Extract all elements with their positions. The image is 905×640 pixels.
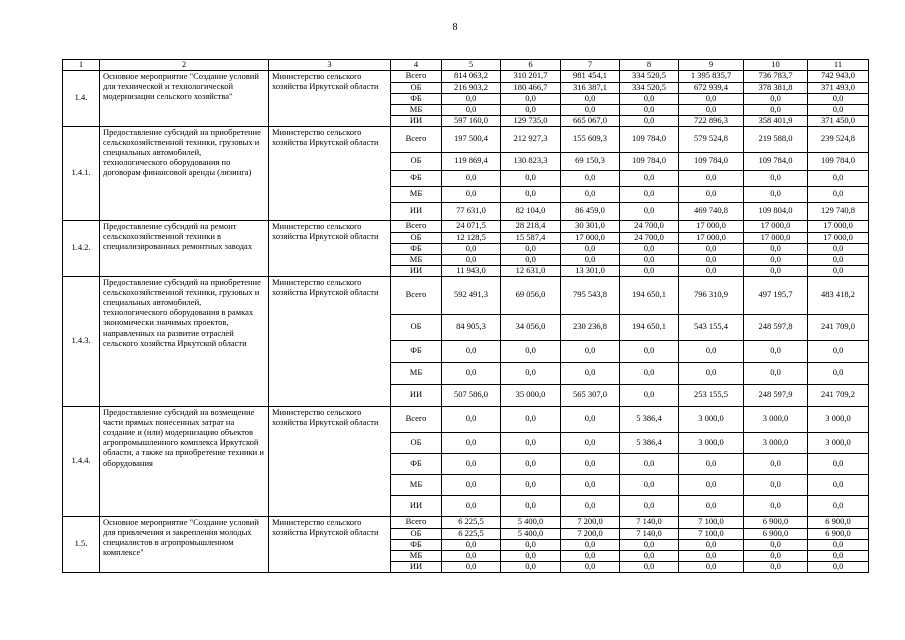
budget-table (62, 59, 869, 573)
amount-cell: 109 804,0 (744, 202, 808, 220)
amount-cell: 0,0 (679, 170, 744, 186)
amount-cell: 0,0 (561, 453, 620, 474)
item-number-cell: 1.4.2. (63, 220, 100, 276)
funding-source-cell: ФБ (391, 539, 442, 550)
amount-cell: 28 218,4 (501, 220, 561, 232)
amount-cell: 0,0 (620, 186, 679, 202)
funding-source-cell: МБ (391, 104, 442, 115)
amount-cell: 0,0 (501, 432, 561, 453)
amount-cell: 0,0 (679, 561, 744, 572)
amount-cell: 0,0 (501, 340, 561, 362)
amount-cell: 0,0 (620, 170, 679, 186)
funding-source-cell: ФБ (391, 93, 442, 104)
amount-cell: 109 784,0 (620, 126, 679, 152)
amount-cell: 155 609,3 (561, 126, 620, 152)
amount-cell: 109 784,0 (744, 152, 808, 170)
column-number-header: 6 (501, 60, 561, 71)
amount-cell: 30 301,0 (561, 220, 620, 232)
amount-cell: 310 201,7 (501, 70, 561, 82)
amount-cell: 795 543,8 (561, 276, 620, 314)
amount-cell: 17 000,0 (679, 232, 744, 243)
amount-cell: 592 491,3 (442, 276, 501, 314)
amount-cell: 0,0 (679, 539, 744, 550)
item-number-cell: 1.5. (63, 516, 100, 572)
amount-cell: 24 700,0 (620, 232, 679, 243)
amount-cell: 7 100,0 (679, 528, 744, 539)
amount-cell: 77 631,0 (442, 202, 501, 220)
amount-cell: 0,0 (620, 202, 679, 220)
amount-cell: 5 386,4 (620, 406, 679, 432)
funding-source-cell: Всего (391, 276, 442, 314)
amount-cell: 0,0 (561, 104, 620, 115)
table-row (63, 516, 869, 528)
amount-cell: 0,0 (808, 362, 869, 384)
amount-cell: 0,0 (442, 93, 501, 104)
amount-cell: 219 588,0 (744, 126, 808, 152)
funding-source-cell: Всего (391, 516, 442, 528)
amount-cell: 0,0 (442, 362, 501, 384)
amount-cell: 3 000,0 (808, 432, 869, 453)
amount-cell: 0,0 (561, 474, 620, 495)
amount-cell: 0,0 (808, 265, 869, 276)
amount-cell: 0,0 (561, 93, 620, 104)
amount-cell: 0,0 (744, 495, 808, 516)
column-number-header: 7 (561, 60, 620, 71)
funding-source-cell: ФБ (391, 243, 442, 254)
amount-cell: 0,0 (744, 550, 808, 561)
funding-source-cell: ИИ (391, 384, 442, 406)
amount-cell: 180 466,7 (501, 82, 561, 93)
amount-cell: 0,0 (561, 539, 620, 550)
amount-cell: 483 418,2 (808, 276, 869, 314)
amount-cell: 0,0 (561, 406, 620, 432)
amount-cell: 241 709,0 (808, 314, 869, 340)
amount-cell: 0,0 (501, 104, 561, 115)
column-number-header: 2 (100, 60, 269, 71)
amount-cell: 197 500,4 (442, 126, 501, 152)
amount-cell: 253 155,5 (679, 384, 744, 406)
amount-cell: 0,0 (620, 243, 679, 254)
amount-cell: 0,0 (501, 186, 561, 202)
amount-cell: 7 200,0 (561, 528, 620, 539)
executor-cell: Министерство сельского хозяйства Иркутской области (269, 406, 391, 516)
amount-cell: 5 386,4 (620, 432, 679, 453)
amount-cell: 0,0 (501, 539, 561, 550)
amount-cell: 0,0 (442, 170, 501, 186)
funding-source-cell: Всего (391, 220, 442, 232)
amount-cell: 0,0 (442, 561, 501, 572)
amount-cell: 17 000,0 (808, 220, 869, 232)
amount-cell: 109 784,0 (620, 152, 679, 170)
amount-cell: 17 000,0 (679, 220, 744, 232)
amount-cell: 0,0 (442, 186, 501, 202)
amount-cell: 0,0 (808, 474, 869, 495)
amount-cell: 0,0 (679, 243, 744, 254)
funding-source-cell: ОБ (391, 152, 442, 170)
amount-cell: 0,0 (744, 265, 808, 276)
amount-cell: 17 000,0 (808, 232, 869, 243)
funding-source-cell: ФБ (391, 170, 442, 186)
amount-cell: 0,0 (561, 340, 620, 362)
amount-cell: 0,0 (620, 93, 679, 104)
amount-cell: 334 520,5 (620, 82, 679, 93)
page-number: 8 (452, 22, 458, 33)
amount-cell: 3 000,0 (679, 406, 744, 432)
amount-cell: 11 943,0 (442, 265, 501, 276)
amount-cell: 17 000,0 (744, 232, 808, 243)
table-row (63, 126, 869, 152)
measure-description-cell: Предоставление субсидий на возмещение части прямых понесенных затрат на создание и (или) модернизацию объектов агропромышленного комплекса Иркутской области, а также на приобретение техники и оборудования (100, 406, 269, 516)
amount-cell: 6 225,5 (442, 528, 501, 539)
amount-cell: 0,0 (501, 550, 561, 561)
table-row (63, 220, 869, 232)
amount-cell: 0,0 (561, 561, 620, 572)
table-row (63, 70, 869, 82)
funding-source-cell: Всего (391, 126, 442, 152)
amount-cell: 0,0 (808, 340, 869, 362)
amount-cell: 0,0 (620, 340, 679, 362)
amount-cell: 0,0 (620, 474, 679, 495)
amount-cell: 672 939,4 (679, 82, 744, 93)
amount-cell: 0,0 (561, 170, 620, 186)
amount-cell: 109 784,0 (808, 152, 869, 170)
amount-cell: 12 128,5 (442, 232, 501, 243)
amount-cell: 3 000,0 (744, 432, 808, 453)
amount-cell: 0,0 (442, 539, 501, 550)
amount-cell: 0,0 (679, 265, 744, 276)
amount-cell: 0,0 (561, 495, 620, 516)
amount-cell: 0,0 (679, 186, 744, 202)
amount-cell: 109 784,0 (679, 152, 744, 170)
amount-cell: 17 000,0 (744, 220, 808, 232)
amount-cell: 0,0 (808, 104, 869, 115)
funding-source-cell: МБ (391, 186, 442, 202)
amount-cell: 358 401,9 (744, 115, 808, 126)
amount-cell: 0,0 (808, 243, 869, 254)
amount-cell: 0,0 (808, 254, 869, 265)
amount-cell: 0,0 (442, 550, 501, 561)
amount-cell: 7 140,0 (620, 516, 679, 528)
amount-cell: 0,0 (561, 254, 620, 265)
amount-cell: 796 310,9 (679, 276, 744, 314)
amount-cell: 579 524,8 (679, 126, 744, 152)
amount-cell: 0,0 (561, 186, 620, 202)
amount-cell: 0,0 (442, 104, 501, 115)
amount-cell: 7 100,0 (679, 516, 744, 528)
amount-cell: 230 236,8 (561, 314, 620, 340)
measure-description-cell: Предоставление субсидий на приобретение сельскохозяйственной техники, грузовых и специальных автомобилей, технологического оборудования по договорам финансовой аренды (лизинга) (100, 126, 269, 220)
amount-cell: 0,0 (679, 495, 744, 516)
amount-cell: 0,0 (808, 495, 869, 516)
funding-source-cell: ФБ (391, 340, 442, 362)
amount-cell: 0,0 (501, 561, 561, 572)
amount-cell: 0,0 (679, 474, 744, 495)
amount-cell: 0,0 (501, 93, 561, 104)
amount-cell: 0,0 (620, 539, 679, 550)
amount-cell: 0,0 (501, 362, 561, 384)
amount-cell: 0,0 (744, 254, 808, 265)
amount-cell: 0,0 (679, 550, 744, 561)
amount-cell: 248 597,9 (744, 384, 808, 406)
amount-cell: 24 700,0 (620, 220, 679, 232)
column-number-header: 3 (269, 60, 391, 71)
amount-cell: 0,0 (744, 474, 808, 495)
column-number-header: 8 (620, 60, 679, 71)
executor-cell: Министерство сельского хозяйства Иркутской области (269, 516, 391, 572)
amount-cell: 216 903,2 (442, 82, 501, 93)
amount-cell: 0,0 (442, 243, 501, 254)
amount-cell: 722 896,3 (679, 115, 744, 126)
amount-cell: 6 900,0 (744, 528, 808, 539)
amount-cell: 0,0 (679, 362, 744, 384)
amount-cell: 0,0 (620, 254, 679, 265)
amount-cell: 13 301,0 (561, 265, 620, 276)
amount-cell: 6 225,5 (442, 516, 501, 528)
amount-cell: 0,0 (442, 432, 501, 453)
amount-cell: 0,0 (744, 561, 808, 572)
amount-cell: 86 459,0 (561, 202, 620, 220)
amount-cell: 3 000,0 (744, 406, 808, 432)
amount-cell: 0,0 (744, 340, 808, 362)
amount-cell: 0,0 (501, 170, 561, 186)
amount-cell: 378 381,8 (744, 82, 808, 93)
amount-cell: 371 493,0 (808, 82, 869, 93)
amount-cell: 469 740,8 (679, 202, 744, 220)
measure-description-cell: Основное мероприятие "Создание условий для технической и технологической модернизации сельского хозяйства" (100, 70, 269, 126)
measure-description-cell: Предоставление субсидий на ремонт сельскохозяйственной техники в специализированных ремонтных заводах (100, 220, 269, 276)
column-number-header: 1 (63, 60, 100, 71)
amount-cell: 3 000,0 (679, 432, 744, 453)
amount-cell: 565 307,0 (561, 384, 620, 406)
amount-cell: 0,0 (442, 254, 501, 265)
amount-cell: 0,0 (442, 474, 501, 495)
amount-cell: 597 160,0 (442, 115, 501, 126)
amount-cell: 0,0 (561, 362, 620, 384)
amount-cell: 0,0 (620, 115, 679, 126)
amount-cell: 0,0 (442, 453, 501, 474)
funding-source-cell: ФБ (391, 453, 442, 474)
amount-cell: 0,0 (744, 243, 808, 254)
amount-cell: 0,0 (442, 340, 501, 362)
amount-cell: 0,0 (501, 495, 561, 516)
amount-cell: 69 056,0 (501, 276, 561, 314)
amount-cell: 334 520,5 (620, 70, 679, 82)
amount-cell: 665 067,0 (561, 115, 620, 126)
amount-cell: 241 709,2 (808, 384, 869, 406)
funding-source-cell: ОБ (391, 432, 442, 453)
executor-cell: Министерство сельского хозяйства Иркутской области (269, 276, 391, 406)
amount-cell: 17 000,0 (561, 232, 620, 243)
amount-cell: 130 823,3 (501, 152, 561, 170)
amount-cell: 742 943,0 (808, 70, 869, 82)
funding-source-cell: ИИ (391, 561, 442, 572)
amount-cell: 0,0 (620, 362, 679, 384)
amount-cell: 0,0 (620, 265, 679, 276)
amount-cell: 34 056,0 (501, 314, 561, 340)
amount-cell: 0,0 (620, 384, 679, 406)
amount-cell: 0,0 (561, 432, 620, 453)
amount-cell: 6 900,0 (808, 516, 869, 528)
amount-cell: 316 387,1 (561, 82, 620, 93)
amount-cell: 0,0 (620, 104, 679, 115)
amount-cell: 0,0 (561, 550, 620, 561)
amount-cell: 0,0 (744, 93, 808, 104)
amount-cell: 0,0 (620, 550, 679, 561)
item-number-cell: 1.4.4. (63, 406, 100, 516)
item-number-cell: 1.4.3. (63, 276, 100, 406)
funding-source-cell: Всего (391, 70, 442, 82)
funding-source-cell: ОБ (391, 314, 442, 340)
amount-cell: 981 454,1 (561, 70, 620, 82)
amount-cell: 212 927,3 (501, 126, 561, 152)
amount-cell: 0,0 (744, 170, 808, 186)
amount-cell: 0,0 (620, 453, 679, 474)
funding-source-cell: ИИ (391, 115, 442, 126)
amount-cell: 814 063,2 (442, 70, 501, 82)
amount-cell: 69 150,3 (561, 152, 620, 170)
column-number-header: 10 (744, 60, 808, 71)
amount-cell: 0,0 (620, 561, 679, 572)
executor-cell: Министерство сельского хозяйства Иркутской области (269, 70, 391, 126)
amount-cell: 0,0 (620, 495, 679, 516)
amount-cell: 7 200,0 (561, 516, 620, 528)
amount-cell: 0,0 (501, 453, 561, 474)
amount-cell: 736 783,7 (744, 70, 808, 82)
amount-cell: 6 900,0 (744, 516, 808, 528)
measure-description-cell: Предоставление субсидий на приобретение сельскохозяйственной техники, грузовых и специальных автомобилей, технологического оборудования в рамках экономически значимых проектов, направленных на развитие отраслей сельского хозяйства Иркутской области (100, 276, 269, 406)
table-row (63, 406, 869, 432)
amount-cell: 0,0 (808, 93, 869, 104)
amount-cell: 84 905,3 (442, 314, 501, 340)
amount-cell: 1 395 835,7 (679, 70, 744, 82)
measure-description-cell: Основное мероприятие "Создание условий для привлечения и закрепления молодых специалистов в агропромышленном комплексе" (100, 516, 269, 572)
amount-cell: 497 195,7 (744, 276, 808, 314)
column-number-header: 9 (679, 60, 744, 71)
amount-cell: 239 524,8 (808, 126, 869, 152)
table-row (63, 276, 869, 314)
amount-cell: 0,0 (442, 406, 501, 432)
amount-cell: 0,0 (744, 539, 808, 550)
funding-source-cell: МБ (391, 254, 442, 265)
amount-cell: 35 000,0 (501, 384, 561, 406)
amount-cell: 5 400,0 (501, 528, 561, 539)
amount-cell: 0,0 (744, 104, 808, 115)
amount-cell: 0,0 (808, 561, 869, 572)
funding-source-cell: ОБ (391, 528, 442, 539)
amount-cell: 24 071,5 (442, 220, 501, 232)
amount-cell: 0,0 (808, 550, 869, 561)
funding-source-cell: Всего (391, 406, 442, 432)
amount-cell: 543 155,4 (679, 314, 744, 340)
amount-cell: 194 650,1 (620, 314, 679, 340)
amount-cell: 0,0 (744, 186, 808, 202)
amount-cell: 194 650,1 (620, 276, 679, 314)
amount-cell: 0,0 (679, 254, 744, 265)
amount-cell: 7 140,0 (620, 528, 679, 539)
funding-source-cell: МБ (391, 362, 442, 384)
amount-cell: 119 869,4 (442, 152, 501, 170)
column-number-header: 4 (391, 60, 442, 71)
amount-cell: 12 631,0 (501, 265, 561, 276)
amount-cell: 15 587,4 (501, 232, 561, 243)
amount-cell: 0,0 (501, 406, 561, 432)
funding-source-cell: МБ (391, 474, 442, 495)
amount-cell: 5 400,0 (501, 516, 561, 528)
funding-source-cell: ИИ (391, 495, 442, 516)
amount-cell: 0,0 (744, 453, 808, 474)
amount-cell: 0,0 (808, 539, 869, 550)
table-body (63, 60, 869, 573)
funding-source-cell: ИИ (391, 265, 442, 276)
funding-source-cell: ОБ (391, 232, 442, 243)
item-number-cell: 1.4. (63, 70, 100, 126)
amount-cell: 0,0 (442, 495, 501, 516)
funding-source-cell: ИИ (391, 202, 442, 220)
amount-cell: 507 586,0 (442, 384, 501, 406)
amount-cell: 129 740,8 (808, 202, 869, 220)
amount-cell: 0,0 (679, 340, 744, 362)
amount-cell: 3 000,0 (808, 406, 869, 432)
amount-cell: 129 735,0 (501, 115, 561, 126)
funding-source-cell: ОБ (391, 82, 442, 93)
amount-cell: 0,0 (501, 474, 561, 495)
executor-cell: Министерство сельского хозяйства Иркутской области (269, 220, 391, 276)
column-number-header: 5 (442, 60, 501, 71)
amount-cell: 0,0 (501, 254, 561, 265)
amount-cell: 0,0 (808, 453, 869, 474)
amount-cell: 0,0 (744, 362, 808, 384)
amount-cell: 371 450,0 (808, 115, 869, 126)
amount-cell: 0,0 (679, 93, 744, 104)
funding-source-cell: МБ (391, 550, 442, 561)
amount-cell: 6 900,0 (808, 528, 869, 539)
amount-cell: 0,0 (501, 243, 561, 254)
amount-cell: 82 104,0 (501, 202, 561, 220)
column-number-row (63, 60, 869, 71)
column-number-header: 11 (808, 60, 869, 71)
item-number-cell: 1.4.1. (63, 126, 100, 220)
executor-cell: Министерство сельского хозяйства Иркутской области (269, 126, 391, 220)
amount-cell: 0,0 (561, 243, 620, 254)
amount-cell: 0,0 (679, 453, 744, 474)
amount-cell: 0,0 (679, 104, 744, 115)
amount-cell: 0,0 (808, 186, 869, 202)
amount-cell: 248 597,8 (744, 314, 808, 340)
amount-cell: 0,0 (808, 170, 869, 186)
